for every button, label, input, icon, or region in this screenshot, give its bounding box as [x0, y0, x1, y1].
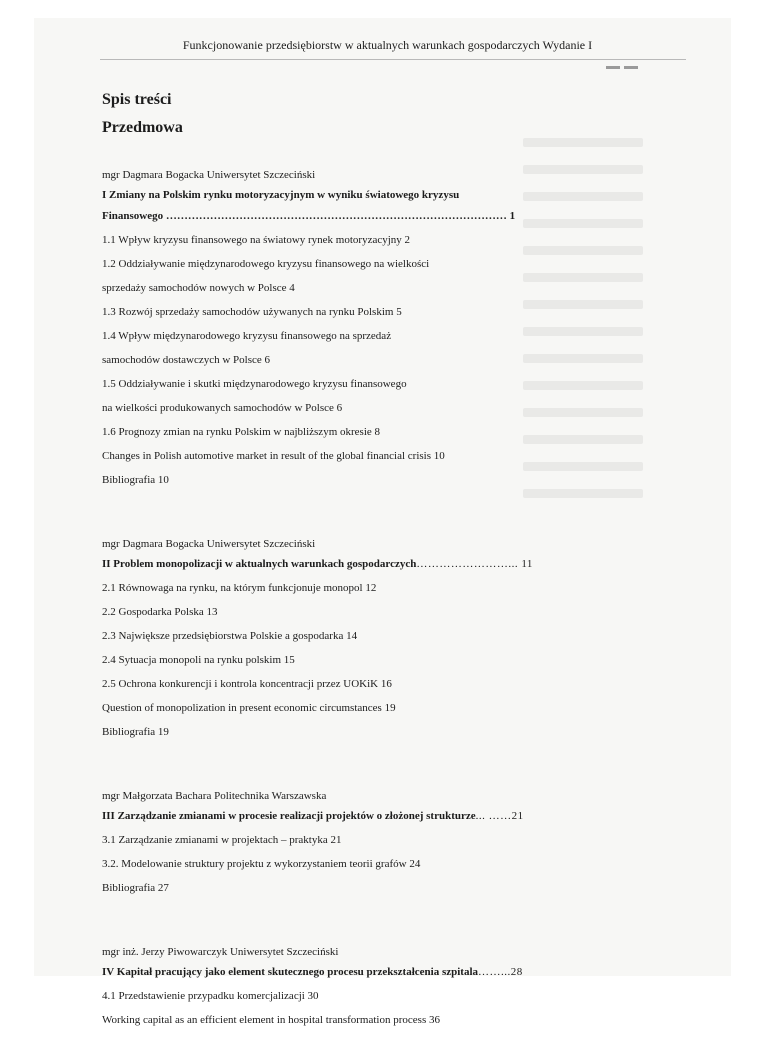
preface-heading: Przedmowa — [102, 119, 183, 136]
toc-entry: sprzedaży samochodów nowych w Polsce 4 — [102, 282, 295, 294]
section-4-author: mgr inż. Jerzy Piwowarczyk Uniwersytet Szczeciński — [102, 946, 339, 958]
section-3-title: III Zarządzanie zmianami w procesie realizacji projektów o złożonej strukturze — [102, 810, 476, 822]
section-3-page: ... ……21 — [475, 810, 524, 822]
section-4-title: IV Kapitał pracujący jako element skutecznego procesu przekształcenia szpitala — [102, 966, 478, 978]
toc-entry: Working capital as an efficient element in hospital transformation process 36 — [102, 1014, 440, 1026]
toc-entry: Bibliografia 27 — [102, 882, 169, 894]
table-of-contents — [102, 91, 702, 1038]
toc-entry: 4.1 Przedstawienie przypadku komercjalizacji 30 — [102, 990, 319, 1002]
section-4-page: ……...28 — [478, 966, 523, 978]
toc-entry: 3.1 Zarządzanie zmianami w projektach – praktyka 21 — [102, 834, 342, 846]
section-1-author: mgr Dagmara Bogacka Uniwersytet Szczeciński — [102, 169, 316, 181]
section-1-title-cont: Finansowego ………………………………………………………………………………… 1 — [102, 210, 516, 222]
toc-entry: 3.2. Modelowanie struktury projektu z wykorzystaniem teorii grafów 24 — [102, 858, 421, 870]
section-2-page: ……………………... 11 — [416, 558, 533, 570]
section-2-author: mgr Dagmara Bogacka Uniwersytet Szczeciński — [102, 538, 316, 550]
toc-entry: samochodów dostawczych w Polsce 6 — [102, 354, 271, 366]
header-rule — [100, 59, 686, 60]
section-3-author: mgr Małgorzata Bachara Politechnika Warszawska — [102, 790, 327, 802]
toc-entry: 1.1 Wpływ kryzysu finansowego na światowy rynek motoryzacyjny 2 — [102, 234, 411, 246]
toc-entry: 1.6 Prognozy zmian na rynku Polskim w najbliższym okresie 8 — [102, 426, 381, 438]
header-marks — [606, 56, 642, 74]
toc-entry: Question of monopolization in present economic circumstances 19 — [102, 702, 396, 714]
section-1-title: I Zmiany na Polskim rynku motoryzacyjnym w wyniku światowego kryzysu — [102, 189, 460, 201]
running-header: Funkcjonowanie przedsiębiorstw w aktualnych warunkach gospodarczych Wydanie I — [182, 38, 593, 52]
toc-entry: 1.2 Oddziaływanie międzynarodowego kryzysu finansowego na wielkości — [102, 258, 430, 270]
toc-entry: 2.2 Gospodarka Polska 13 — [102, 606, 218, 618]
toc-entry: 1.4 Wpływ międzynarodowego kryzysu finansowego na sprzedaż — [102, 330, 392, 342]
toc-title: Spis treści — [102, 91, 172, 108]
toc-entry: 1.3 Rozwój sprzedaży samochodów używanych na rynku Polskim 5 — [102, 306, 402, 318]
toc-entry: 2.3 Największe przedsiębiorstwa Polskie a gospodarka 14 — [102, 630, 358, 642]
toc-entry: Bibliografia 10 — [102, 474, 169, 486]
toc-entry: 2.5 Ochrona konkurencji i kontrola koncentracji przez UOKiK 16 — [102, 678, 392, 690]
toc-entry: Changes in Polish automotive market in result of the global financial crisis 10 — [102, 450, 445, 462]
toc-entry: 2.4 Sytuacja monopoli na rynku polskim 15 — [102, 654, 295, 666]
toc-entry: 1.5 Oddziaływanie i skutki międzynarodowego kryzysu finansowego — [102, 378, 407, 390]
toc-entry: Bibliografia 19 — [102, 726, 169, 738]
section-2-title: II Problem monopolizacji w aktualnych warunkach gospodarczych — [102, 558, 417, 570]
toc-entry: na wielkości produkowanych samochodów w Polsce 6 — [102, 402, 343, 414]
toc-entry: 2.1 Równowaga na rynku, na którym funkcjonuje monopol 12 — [102, 582, 377, 594]
